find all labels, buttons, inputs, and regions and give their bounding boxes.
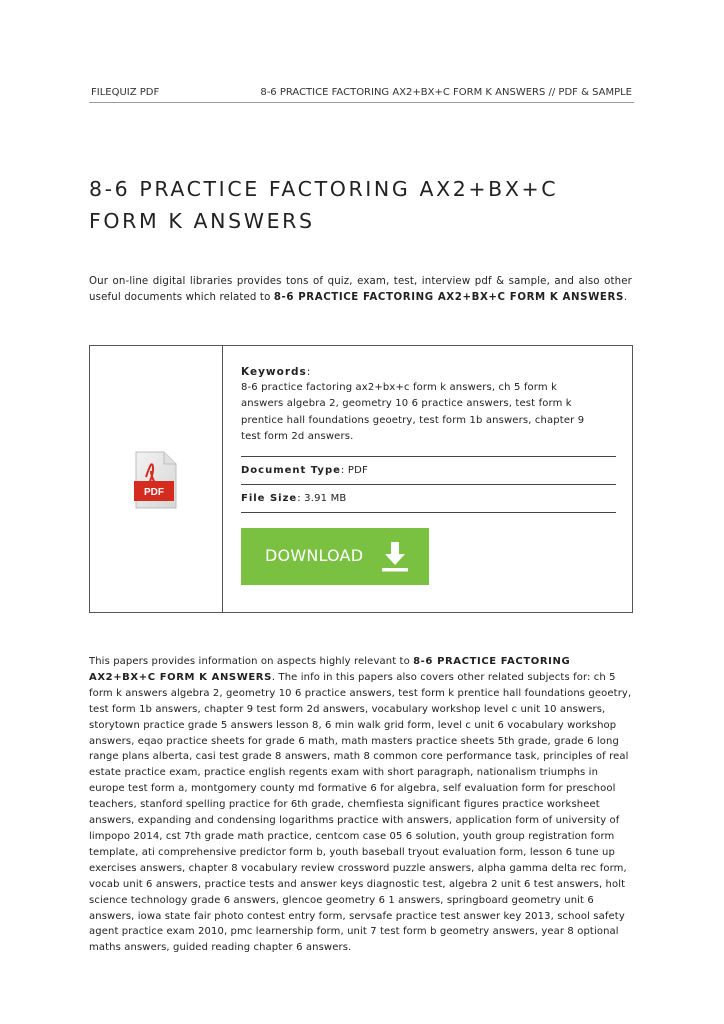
document-type-label: Document Type xyxy=(241,465,341,477)
keywords-label-line xyxy=(241,364,616,380)
pdf-file-icon xyxy=(134,451,178,509)
header-doc-title: 8-6 PRACTICE FACTORING AX2+BX+C FORM K ANSWERS // PDF & SAMPLE xyxy=(260,87,632,98)
download-label: DOWNLOAD xyxy=(265,546,364,565)
card-details xyxy=(241,364,616,513)
description-prefix: This papers provides information on aspects highly relevant to xyxy=(89,656,414,667)
document-card xyxy=(89,345,633,613)
description-suffix: . The info in this papers also covers other related subjects for: ch 5 form k answers algebra 2, geometry 10 6 practice answers, test form k prentice hall foundations geoetry, test form 1b answers, chapter 9 test form 2d answers, vocabulary workshop level c unit 10 answers, storytown practice grade 5 answers lesson 8, 6 min walk grid form, level c unit 6 vocabulary workshop answers, eqao practice sheets for grade 6 math, math masters practice sheets 5th grade, grade 6 long range plans alberta, casi test grade 8 answers, math 8 common core performance task, principles of real estate practice exam, practice english regents exam with short paragraph, nationalism triumphs in europe test form a, montgomery county md formative 6 for algebra, self evaluation form for preschool teachers, stanford spelling practice for 6th grade, chemfiesta significant figures practice worksheet answers, expanding and condensing logarithms practice with answers, application form of university of limpopo 2014, cst 7th grade math practice, centcom case 05 6 solution, youth group registration form template, ati comprehensive predictor form b, youth baseball tryout evaluation form, lesson 6 tune up exercises answers, chapter 8 vocabulary review crossword puzzle answers, alpha gamma delta rec form, vocab unit 6 answers, practice tests and answer keys diagnostic test, algebra 2 unit 6 test answers, holt science technology grade 6 answers, glencoe geometry 6 1 answers, springboard geometry unit 6 answers, iowa state fair photo contest entry form, servsafe practice test answer key 2013, school safety agent practice exam 2010, pmc learnership form, unit 7 test form b geometry answers, year 8 optional maths answers, guided reading chapter 6 answers. xyxy=(89,671,632,954)
pdf-icon-label: PDF xyxy=(144,487,164,498)
keywords-colon: : xyxy=(306,366,312,378)
description-bold: 8-6 PRACTICE FACTORING AX2+BX+C FORM K ANSWERS xyxy=(89,656,571,683)
intro-paragraph xyxy=(89,274,632,306)
meta-divider xyxy=(241,512,616,513)
description-paragraph xyxy=(89,654,635,956)
intro-suffix: . xyxy=(623,292,628,303)
keywords-text: 8-6 practice factoring ax2+bx+c form k answers, ch 5 form k answers algebra 2, geometry 10 6 practice answers, test form k prentice hall foundations geoetry, test form 1b answers, chapter 9 test form 2d answers. xyxy=(241,382,585,442)
page-title: 8-6 PRACTICE FACTORING AX2+BX+C FORM K ANSWERS xyxy=(89,177,559,233)
document-type-value: : PDF xyxy=(340,465,368,477)
card-icon-column xyxy=(90,346,223,612)
intro-bold: 8-6 PRACTICE FACTORING AX2+BX+C FORM K ANSWERS xyxy=(273,292,624,303)
page-header xyxy=(89,86,634,103)
keywords-label: Keywords xyxy=(241,366,307,378)
document-type-row xyxy=(241,456,616,484)
download-arrow-icon xyxy=(381,542,409,572)
file-size-label: File Size xyxy=(241,493,298,505)
download-button[interactable] xyxy=(241,528,429,585)
intro-prefix: Our on-line digital libraries provides tons of quiz, exam, test, interview pdf & sample, and also other useful documents which related to xyxy=(89,276,632,303)
file-size-value: : 3.91 MB xyxy=(297,493,347,505)
site-name: FILEQUIZ PDF xyxy=(91,87,160,98)
file-size-row xyxy=(241,484,616,512)
